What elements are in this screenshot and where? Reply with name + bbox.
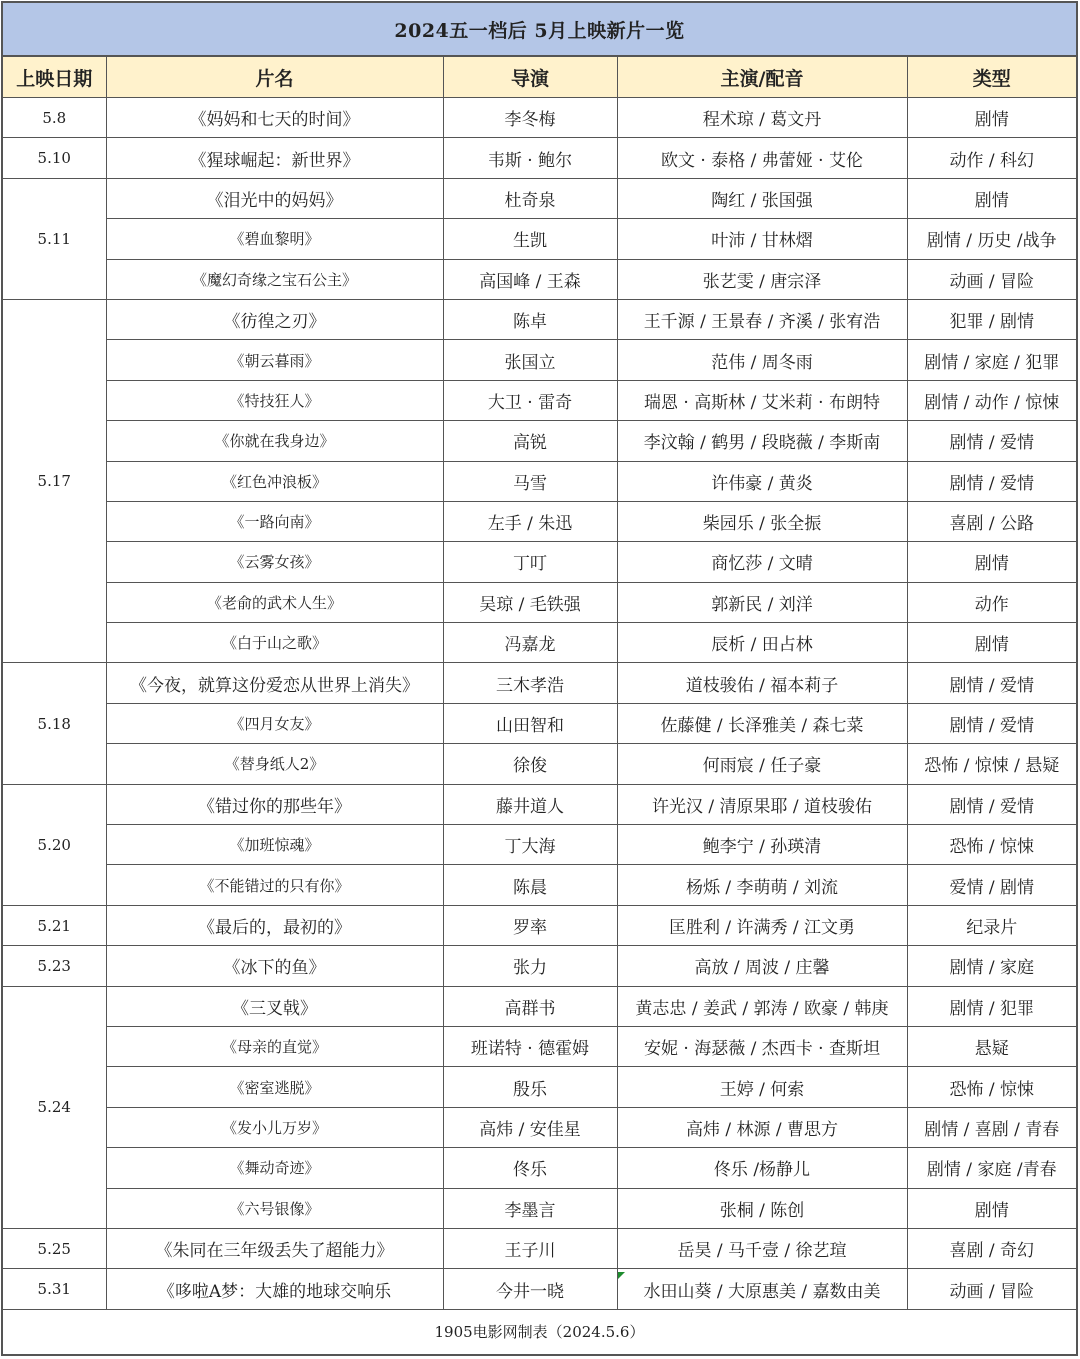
header-row xyxy=(3,57,1076,98)
cast-cell: 李汶翰 / 鹤男 / 段晓薇 / 李斯南 xyxy=(617,421,907,461)
table-row xyxy=(3,623,1076,663)
cast-cell: 陶红 / 张国强 xyxy=(617,178,907,218)
genre-cell: 剧情 / 爱情 xyxy=(907,461,1076,501)
film-title-cell: 《今夜，就算这份爱恋从世界上消失》 xyxy=(106,663,443,703)
genre-cell: 剧情 xyxy=(907,98,1076,138)
release-date-cell: 5.17 xyxy=(3,299,106,663)
cast-cell: 何雨宸 / 任子豪 xyxy=(617,744,907,784)
director-cell: 左手 / 朱迅 xyxy=(443,501,617,541)
genre-cell: 剧情 / 家庭 xyxy=(907,946,1076,986)
release-schedule-sheet xyxy=(1,1,1078,1356)
director-cell: 藤井道人 xyxy=(443,784,617,824)
table-row xyxy=(3,421,1076,461)
director-cell: 罗率 xyxy=(443,905,617,945)
film-title-cell: 《错过你的那些年》 xyxy=(106,784,443,824)
table-row xyxy=(3,703,1076,743)
cast-cell: 岳昊 / 马千壹 / 徐艺瑄 xyxy=(617,1228,907,1268)
cast-cell: 高炜 / 林源 / 曹思方 xyxy=(617,1107,907,1147)
film-title-cell: 《云雾女孩》 xyxy=(106,542,443,582)
genre-cell: 剧情 / 爱情 xyxy=(907,421,1076,461)
genre-cell: 纪录片 xyxy=(907,905,1076,945)
film-title-cell: 《彷徨之刃》 xyxy=(106,299,443,339)
film-title-cell: 《泪光中的妈妈》 xyxy=(106,178,443,218)
genre-cell: 恐怖 / 惊悚 xyxy=(907,1067,1076,1107)
director-cell: 李冬梅 xyxy=(443,98,617,138)
film-title-cell: 《不能错过的只有你》 xyxy=(106,865,443,905)
genre-cell: 剧情 / 家庭 /青春 xyxy=(907,1148,1076,1188)
genre-cell: 剧情 / 喜剧 / 青春 xyxy=(907,1107,1076,1147)
release-date-cell: 5.31 xyxy=(3,1269,106,1309)
sheet-title: 2024五一档后 5月上映新片一览 xyxy=(3,3,1076,57)
release-date-cell: 5.21 xyxy=(3,905,106,945)
director-cell: 李墨言 xyxy=(443,1188,617,1228)
header-date: 上映日期 xyxy=(3,57,106,98)
table-row xyxy=(3,178,1076,218)
release-date-cell: 5.20 xyxy=(3,784,106,905)
table-body xyxy=(3,98,1076,1310)
cast-cell: 辰析 / 田占林 xyxy=(617,623,907,663)
film-title-cell: 《最后的，最初的》 xyxy=(106,905,443,945)
genre-cell: 喜剧 / 奇幻 xyxy=(907,1228,1076,1268)
genre-cell: 剧情 / 爱情 xyxy=(907,703,1076,743)
cast-cell: 佐藤健 / 长泽雅美 / 森七菜 xyxy=(617,703,907,743)
film-title-cell: 《老俞的武术人生》 xyxy=(106,582,443,622)
genre-cell: 剧情 xyxy=(907,542,1076,582)
film-title-cell: 《妈妈和七天的时间》 xyxy=(106,98,443,138)
film-title-cell: 《加班惊魂》 xyxy=(106,825,443,865)
cast-cell: 范伟 / 周冬雨 xyxy=(617,340,907,380)
cast-cell: 匡胜利 / 许满秀 / 江文勇 xyxy=(617,905,907,945)
film-title-cell: 《白于山之歌》 xyxy=(106,623,443,663)
cast-cell: 佟乐 /杨静儿 xyxy=(617,1148,907,1188)
table-row xyxy=(3,542,1076,582)
cast-cell: 道枝骏佑 / 福本莉子 xyxy=(617,663,907,703)
genre-cell: 恐怖 / 惊悚 xyxy=(907,825,1076,865)
film-title-cell: 《魔幻奇缘之宝石公主》 xyxy=(106,259,443,299)
genre-cell: 动画 / 冒险 xyxy=(907,259,1076,299)
table-row xyxy=(3,865,1076,905)
table-row xyxy=(3,905,1076,945)
film-title-cell: 《红色冲浪板》 xyxy=(106,461,443,501)
release-date-cell: 5.24 xyxy=(3,986,106,1228)
comment-marker-icon xyxy=(618,1272,625,1279)
genre-cell: 悬疑 xyxy=(907,1026,1076,1066)
cast-cell: 郭新民 / 刘洋 xyxy=(617,582,907,622)
table-row xyxy=(3,744,1076,784)
table-row xyxy=(3,1026,1076,1066)
director-cell: 班诺特 · 德霍姆 xyxy=(443,1026,617,1066)
genre-cell: 动作 xyxy=(907,582,1076,622)
film-table xyxy=(3,57,1076,1310)
director-cell: 杜奇泉 xyxy=(443,178,617,218)
genre-cell: 爱情 / 剧情 xyxy=(907,865,1076,905)
header-title: 片名 xyxy=(106,57,443,98)
director-cell: 陈晨 xyxy=(443,865,617,905)
table-row xyxy=(3,784,1076,824)
genre-cell: 剧情 / 动作 / 惊悚 xyxy=(907,380,1076,420)
director-cell: 佟乐 xyxy=(443,1148,617,1188)
table-row xyxy=(3,219,1076,259)
release-date-cell: 5.25 xyxy=(3,1228,106,1268)
table-row xyxy=(3,946,1076,986)
table-row xyxy=(3,1269,1076,1309)
genre-cell: 剧情 / 爱情 xyxy=(907,663,1076,703)
director-cell: 张力 xyxy=(443,946,617,986)
director-cell: 马雪 xyxy=(443,461,617,501)
film-title-cell: 《母亲的直觉》 xyxy=(106,1026,443,1066)
director-cell: 高国峰 / 王森 xyxy=(443,259,617,299)
table-row xyxy=(3,340,1076,380)
table-row xyxy=(3,380,1076,420)
genre-cell: 犯罪 / 剧情 xyxy=(907,299,1076,339)
genre-cell: 剧情 xyxy=(907,178,1076,218)
director-cell: 丁大海 xyxy=(443,825,617,865)
table-row xyxy=(3,299,1076,339)
header-cast: 主演/配音 xyxy=(617,57,907,98)
header-genre: 类型 xyxy=(907,57,1076,98)
genre-cell: 喜剧 / 公路 xyxy=(907,501,1076,541)
director-cell: 三木孝浩 xyxy=(443,663,617,703)
film-title-cell: 《冰下的鱼》 xyxy=(106,946,443,986)
director-cell: 大卫 · 雷奇 xyxy=(443,380,617,420)
genre-cell: 剧情 xyxy=(907,1188,1076,1228)
director-cell: 丁叮 xyxy=(443,542,617,582)
table-row xyxy=(3,98,1076,138)
cast-cell: 许光汉 / 清原果耶 / 道枝骏佑 xyxy=(617,784,907,824)
cast-cell: 王千源 / 王景春 / 齐溪 / 张宥浩 xyxy=(617,299,907,339)
cast-cell: 程术琼 / 葛文丹 xyxy=(617,98,907,138)
film-title-cell: 《六号银像》 xyxy=(106,1188,443,1228)
film-title-cell: 《哆啦A梦：大雄的地球交响乐 xyxy=(106,1269,443,1309)
genre-cell: 剧情 / 爱情 xyxy=(907,784,1076,824)
table-row xyxy=(3,582,1076,622)
cast-cell: 水田山葵 / 大原惠美 / 嘉数由美 xyxy=(617,1269,907,1309)
table-row xyxy=(3,1148,1076,1188)
genre-cell: 动画 / 冒险 xyxy=(907,1269,1076,1309)
genre-cell: 剧情 xyxy=(907,623,1076,663)
director-cell: 张国立 xyxy=(443,340,617,380)
cast-cell: 柴园乐 / 张全振 xyxy=(617,501,907,541)
genre-cell: 恐怖 / 惊悚 / 悬疑 xyxy=(907,744,1076,784)
release-date-cell: 5.8 xyxy=(3,98,106,138)
cast-cell: 叶沛 / 甘林熠 xyxy=(617,219,907,259)
release-date-cell: 5.10 xyxy=(3,138,106,178)
film-title-cell: 《四月女友》 xyxy=(106,703,443,743)
director-cell: 吴琼 / 毛铁强 xyxy=(443,582,617,622)
genre-cell: 剧情 / 家庭 / 犯罪 xyxy=(907,340,1076,380)
director-cell: 韦斯 · 鲍尔 xyxy=(443,138,617,178)
director-cell: 今井一晓 xyxy=(443,1269,617,1309)
genre-cell: 剧情 / 历史 /战争 xyxy=(907,219,1076,259)
film-title-cell: 《三叉戟》 xyxy=(106,986,443,1026)
cast-cell: 欧文 · 泰格 / 弗蕾娅 · 艾伦 xyxy=(617,138,907,178)
release-date-cell: 5.18 xyxy=(3,663,106,784)
director-cell: 高锐 xyxy=(443,421,617,461)
genre-cell: 剧情 / 犯罪 xyxy=(907,986,1076,1026)
table-row xyxy=(3,1188,1076,1228)
cast-cell: 鲍李宁 / 孙瑛清 xyxy=(617,825,907,865)
cast-cell: 许伟豪 / 黄炎 xyxy=(617,461,907,501)
director-cell: 殷乐 xyxy=(443,1067,617,1107)
director-cell: 高群书 xyxy=(443,986,617,1026)
film-title-cell: 《发小儿万岁》 xyxy=(106,1107,443,1147)
cast-cell: 张艺雯 / 唐宗泽 xyxy=(617,259,907,299)
header-director: 导演 xyxy=(443,57,617,98)
release-date-cell: 5.11 xyxy=(3,178,106,299)
director-cell: 生凯 xyxy=(443,219,617,259)
table-row xyxy=(3,1228,1076,1268)
footer-credit: 1905电影网制表（2024.5.6） xyxy=(434,1322,645,1341)
film-title-cell: 《一路向南》 xyxy=(106,501,443,541)
table-row xyxy=(3,138,1076,178)
table-row xyxy=(3,986,1076,1026)
table-row xyxy=(3,1067,1076,1107)
film-title-cell: 《朝云暮雨》 xyxy=(106,340,443,380)
cast-cell: 商忆莎 / 文晴 xyxy=(617,542,907,582)
film-title-cell: 《猩球崛起：新世界》 xyxy=(106,138,443,178)
film-title-cell: 《替身纸人2》 xyxy=(106,744,443,784)
cast-cell: 高放 / 周波 / 庄馨 xyxy=(617,946,907,986)
cast-cell: 安妮 · 海瑟薇 / 杰西卡 · 查斯坦 xyxy=(617,1026,907,1066)
table-row xyxy=(3,259,1076,299)
cast-cell: 黄志忠 / 姜武 / 郭涛 / 欧豪 / 韩庚 xyxy=(617,986,907,1026)
table-row xyxy=(3,1107,1076,1147)
film-title-cell: 《朱同在三年级丢失了超能力》 xyxy=(106,1228,443,1268)
cast-cell: 王婷 / 何索 xyxy=(617,1067,907,1107)
genre-cell: 动作 / 科幻 xyxy=(907,138,1076,178)
film-title-cell: 《密室逃脱》 xyxy=(106,1067,443,1107)
director-cell: 陈卓 xyxy=(443,299,617,339)
table-row xyxy=(3,461,1076,501)
cast-cell: 瑞恩 · 高斯林 / 艾米莉 · 布朗特 xyxy=(617,380,907,420)
film-title-cell: 《舞动奇迹》 xyxy=(106,1148,443,1188)
film-title-cell: 《碧血黎明》 xyxy=(106,219,443,259)
director-cell: 徐俊 xyxy=(443,744,617,784)
director-cell: 山田智和 xyxy=(443,703,617,743)
film-title-cell: 《特技狂人》 xyxy=(106,380,443,420)
director-cell: 王子川 xyxy=(443,1228,617,1268)
release-date-cell: 5.23 xyxy=(3,946,106,986)
film-title-cell: 《你就在我身边》 xyxy=(106,421,443,461)
table-row xyxy=(3,663,1076,703)
table-row xyxy=(3,501,1076,541)
cast-cell: 张桐 / 陈创 xyxy=(617,1188,907,1228)
table-row xyxy=(3,825,1076,865)
director-cell: 冯嘉龙 xyxy=(443,623,617,663)
cast-cell: 杨烁 / 李萌萌 / 刘流 xyxy=(617,865,907,905)
director-cell: 高炜 / 安佳星 xyxy=(443,1107,617,1147)
